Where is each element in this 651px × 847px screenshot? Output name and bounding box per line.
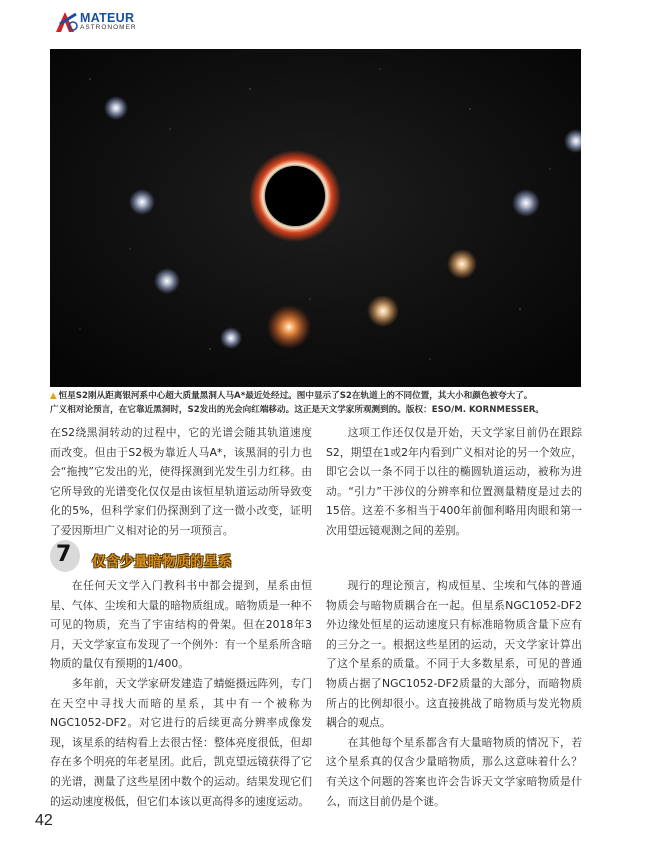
black-hole-illustration <box>50 49 581 387</box>
paragraph: 多年前，天文学家研发建造了蜻蜓摄远阵列，专门在天空中寻找大而暗的星系，其中有一个被称为NGC1052-DF2。对它进行的后续更高分辨率成像发现，该星系的结构看上去很古怪：整体亮度很低，但却存在多个明亮的年老星团。此后，凯克望远镜获得了它的光谱，测量了这些星团中数个的运动。结果发现它们的运动速度极低，但它们本该以更高得多的速度运动。 <box>50 676 312 808</box>
caption-line-1: 恒星S2刚从距离银河系中心超大质量黑洞人马A*最近处经过。图中显示了S2在轨道上的不同位置，其大小和颜色被夸大了。 <box>58 391 533 401</box>
caption-line-2: 广义相对论预言，在它靠近黑洞时，S2发出的光会向红端移动。这正是天文学家所观测到的。版权：ESO/M. KORNMESSER。 <box>50 405 544 415</box>
caption-triangle-icon: ▲ <box>50 391 57 401</box>
paragraph: 在S2绕黑洞转动的过程中，它的光谱会随其轨道速度而改变。但由于S2极为靠近人马A*，该黑洞的引力也会“拖拽”它发出的光，使得探测到光发生引力红移。由它所导致的光谱变化仅仅是由该恒星轨道运动所导致变化的5%，但科学家们仍探测到了这一微小改变，证明了爱因斯坦广义相对论的另一项预言。 <box>50 426 312 537</box>
logo-subtitle: ASTRONOMER <box>80 24 137 31</box>
lower-left-column <box>50 576 312 811</box>
section-title: 仅含少量暗物质的星系 <box>92 554 232 570</box>
paragraph: 在其他每个星系都含有大量暗物质的情况下，若这个星系真的仅含少量暗物质，那么这意味着什么？有关这个问题的答案也许会告诉天文学家暗物质是什么，而这目前仍是个谜。 <box>326 735 582 808</box>
page-number: 42 <box>35 812 53 829</box>
paragraph: 在任何天文学入门教科书中都会提到，星系由恒星、气体、尘埃和大量的暗物质组成。暗物质是一种不可见的物质，充当了宇宙结构的骨架。但在2018年3月，天文学家宣布发现了一个例外：有一个星系所含暗物质的量仅有预期的1/400。 <box>50 579 312 671</box>
magazine-logo <box>54 10 174 32</box>
logo-title: MATEUR <box>80 11 135 25</box>
section-number-badge <box>50 540 80 572</box>
section-number: 7 <box>56 542 72 567</box>
paragraph: 现行的理论预言，构成恒星、尘埃和气体的普通物质会与暗物质耦合在一起。但星系NGC1052-DF2外边缘处恒星的运动速度只有标准暗物质含量下应有的三分之一。根据这些星团的运动，天文学家计算出了这个星系的质量。不同于大多数星系，可见的普通物质占据了NGC1052-DF2质量的大部分，而暗物质所占的比例却很小。这直接挑战了暗物质与发光物质耦合的观点。 <box>326 579 582 730</box>
upper-left-column <box>50 423 312 541</box>
upper-right-column <box>326 423 582 541</box>
telescope-logo-icon <box>54 10 80 34</box>
paragraph: 这项工作还仅仅是开始，天文学家目前仍在跟踪S2，期望在1或2年内看到广义相对论的另一个效应，即它会以一条不同于以往的椭圆轨道运动，被称为进动。“引力”干涉仪的分辨率和位置测量精度是过去的15倍。这差不多相当于400年前伽利略用肉眼和第一次用望远镜观测之间的差别。 <box>326 426 582 537</box>
figure-caption <box>50 389 590 417</box>
lower-right-column <box>326 576 582 811</box>
black-hole-image <box>50 49 581 387</box>
